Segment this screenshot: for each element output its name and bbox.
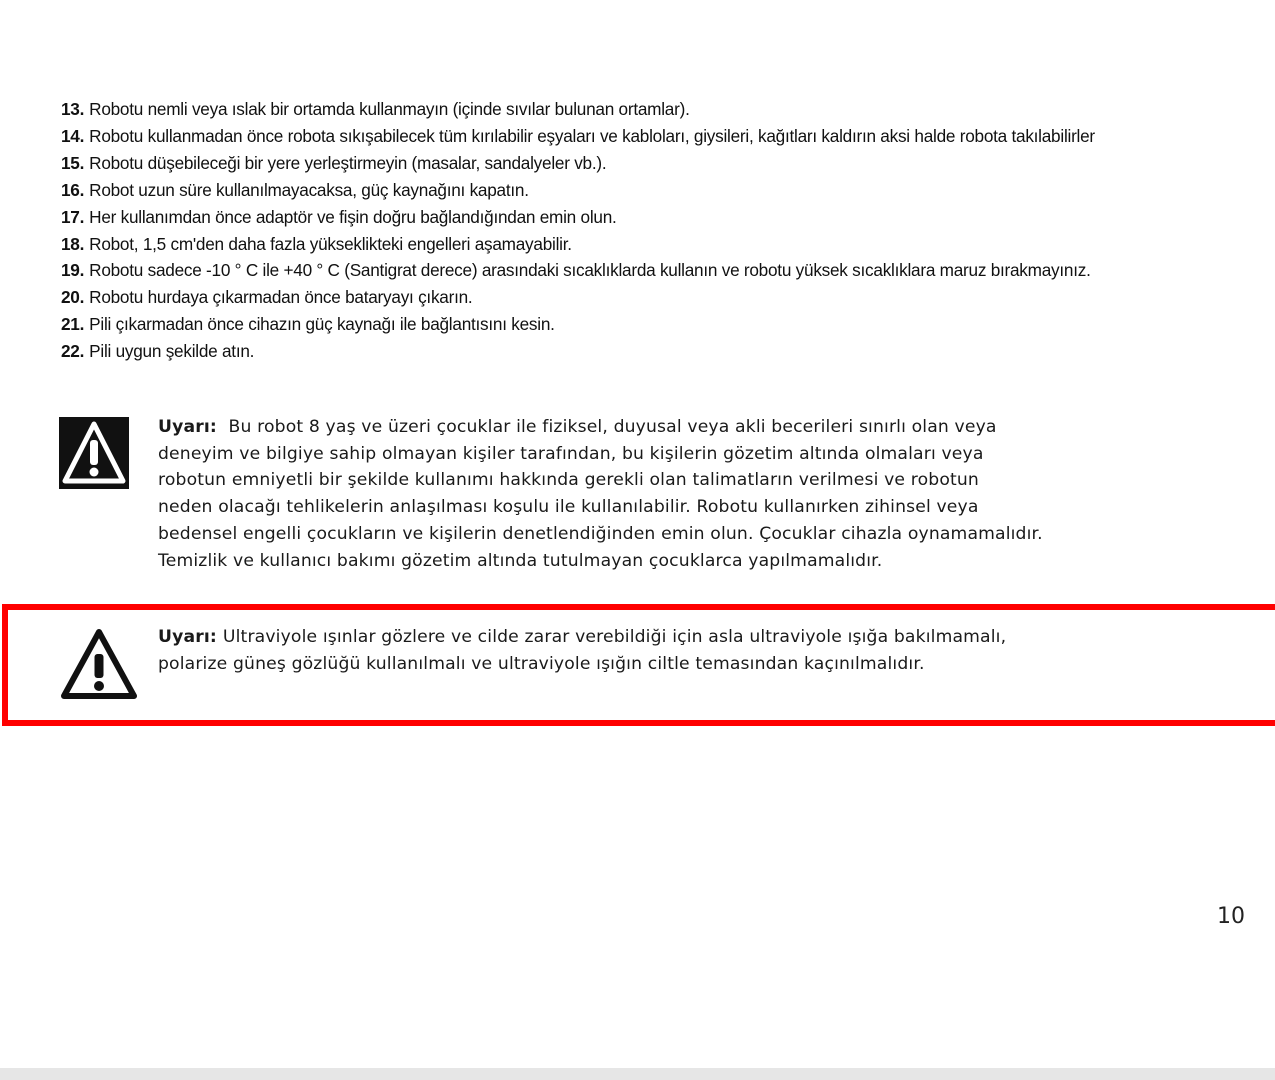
list-item	[61, 150, 1275, 177]
list-item	[61, 231, 1275, 258]
page-number: 10	[1217, 904, 1245, 929]
warning-triangle-icon	[60, 626, 138, 700]
rule-number: 15.	[61, 152, 85, 173]
safety-rules-list	[61, 96, 1275, 365]
warning-text	[158, 624, 1158, 677]
bottom-scroll-edge	[0, 1068, 1275, 1080]
rule-text: Robot, 1,5 cm'den daha fazla yükseklikteki engelleri aşamayabilir.	[89, 233, 572, 254]
warning-label: Uyarı:	[158, 627, 217, 647]
warning-label: Uyarı:	[158, 417, 217, 437]
rule-number: 21.	[61, 314, 85, 335]
list-item	[61, 204, 1275, 231]
rule-text: Robotu sadece -10 ° C ile +40 ° C (Santigrat derece) arasındaki sıcaklıklarda kullanın ve robotu yüksek sıcaklıklara maruz bırakmayınız.	[89, 260, 1091, 281]
rule-text: Robotu kullanmadan önce robota sıkışabilecek tüm kırılabilir eşyaları ve kabloları, giysileri, kağıtları kaldırın aksi halde robota takılabilirler	[89, 125, 1095, 146]
list-item	[61, 96, 1275, 123]
rule-text: Robotu düşebileceği bir yere yerleştirmeyin (masalar, sandalyeler vb.).	[89, 152, 607, 173]
list-item	[61, 123, 1275, 150]
list-item	[61, 257, 1275, 284]
rule-number: 14.	[61, 125, 85, 146]
rule-text: Pili çıkarmadan önce cihazın güç kaynağı ile bağlantısını kesin.	[89, 314, 555, 335]
list-item	[61, 284, 1275, 311]
rule-text: Robot uzun süre kullanılmayacaksa, güç kaynağını kapatın.	[89, 179, 529, 200]
list-item	[61, 177, 1275, 204]
rule-number: 19.	[61, 260, 85, 281]
list-item	[61, 311, 1275, 338]
warning-line: polarize güneş gözlüğü kullanılmalı ve ultraviyole ışığın ciltle temasından kaçınılmalıdır.	[158, 653, 925, 674]
warning-line: Uyarı: Ultraviyole ışınlar gözlere ve cilde zarar verebildiği için asla ultraviyole ışığa bakılmamalı,	[158, 627, 1007, 647]
rule-text: Robotu nemli veya ıslak bir ortamda kullanmayın (içinde sıvılar bulunan ortamlar).	[89, 99, 690, 119]
warning-line: robotun emniyetli bir şekilde kullanımı hakkında gerekli olan talimatların verilmesi ve robotun	[158, 470, 979, 491]
warning-line: Uyarı: Bu robot 8 yaş ve üzeri çocuklar ile fiziksel, duyusal veya akli becerileri sınırlı olan veya	[158, 417, 997, 437]
rule-text: Robotu hurdaya çıkarmadan önce bataryayı çıkarın.	[89, 287, 473, 308]
warning-line: bedensel engelli çocukların ve kişilerin denetlendiğinden emin olun. Çocuklar cihazla oynamamalıdır.	[158, 523, 1043, 544]
warning-line: Temizlik ve kullanıcı bakımı gözetim altında tutulmayan çocuklarca yapılmamalıdır.	[158, 550, 883, 571]
rule-number: 22.	[61, 341, 85, 362]
warning-line: neden olacağı tehlikelerin anlaşılması koşulu ile kullanılabilir. Robotu kullanırken zihinsel veya	[158, 497, 979, 518]
warning-triangle-icon	[59, 417, 129, 489]
rule-number: 17.	[61, 206, 85, 227]
rule-number: 20.	[61, 287, 85, 308]
rule-number: 18.	[61, 233, 85, 254]
rule-number: 16.	[61, 179, 85, 200]
rule-text: Pili uygun şekilde atın.	[89, 341, 255, 362]
rule-text: Her kullanımdan önce adaptör ve fişin doğru bağlandığından emin olun.	[89, 206, 617, 227]
warning-line: deneyim ve bilgiye sahip olmayan kişiler tarafından, bu kişilerin gözetim altında olmaları veya	[158, 443, 984, 464]
rule-number: 13.	[61, 99, 85, 119]
warning-text	[158, 414, 1178, 574]
list-item	[61, 338, 1275, 365]
